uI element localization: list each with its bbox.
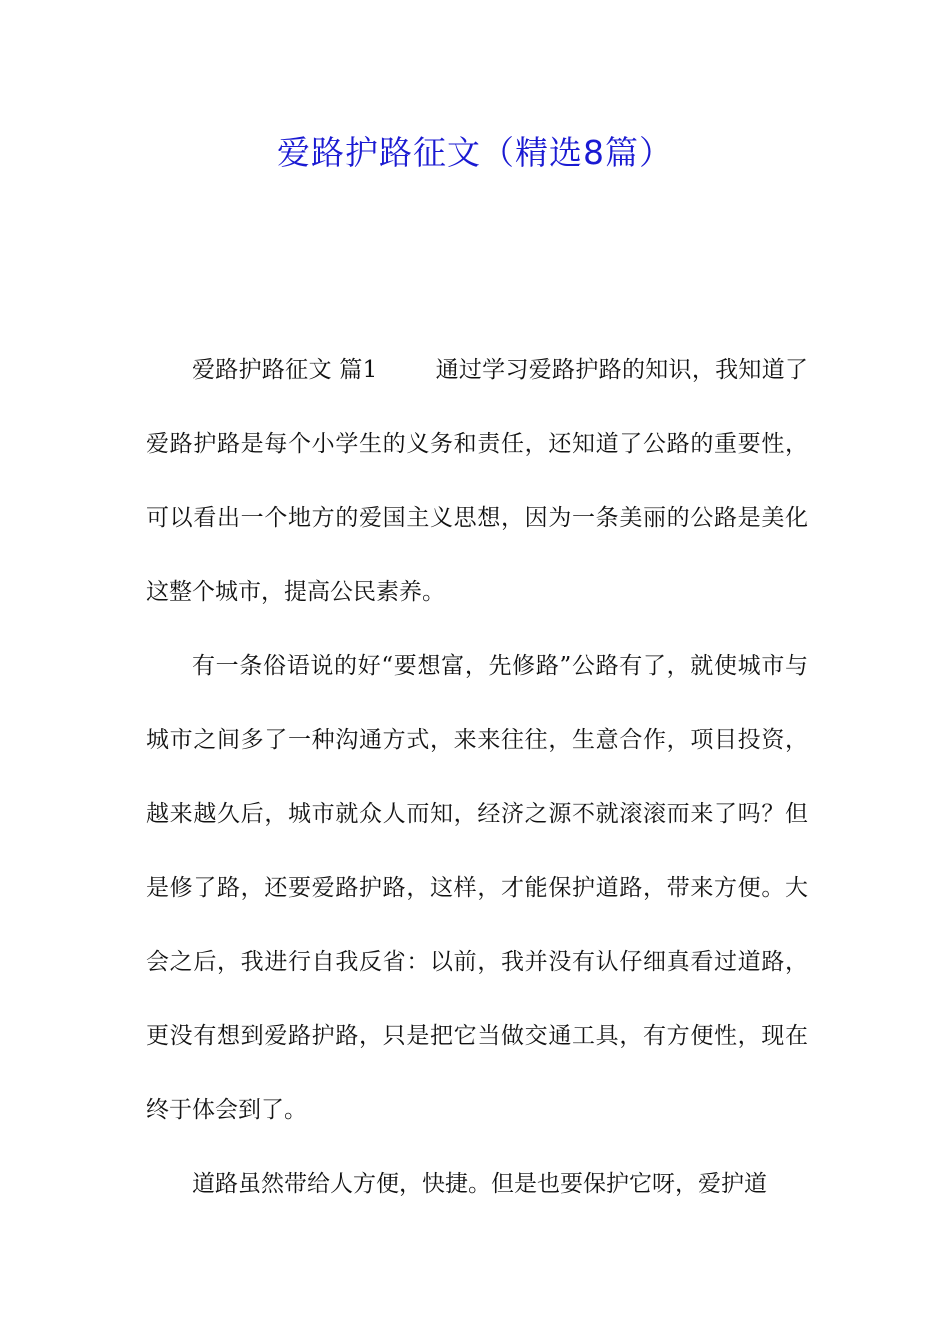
document-body: [146, 333, 808, 1221]
paragraph-2: 有一条俗语说的好“要想富，先修路”公路有了，就使城市与城市之间多了一种沟通方式，来来往往，生意合作，项目投资，越来越久后，城市就众人而知，经济之源不就滚滚而来了吗？但是修了路，还要爱路护路，这样，才能保护道路，带来方便。大会之后，我进行自我反省：以前，我并没有认仔细真看过道路，更没有想到爱路护路，只是把它当做交通工具，有方便性，现在终于体会到了。: [146, 653, 808, 1123]
paragraph-1: [146, 333, 808, 629]
section-label: 爱路护路征文 篇1: [192, 357, 378, 383]
document-title: 爱路护路征文（精选8篇）: [277, 133, 673, 172]
paragraph-1-text: 通过学习爱路护路的知识，我知道了爱路护路是每个小学生的义务和责任，还知道了公路的重要性，可以看出一个地方的爱国主义思想，因为一条美丽的公路是美化这整个城市，提高公民素养。: [146, 357, 808, 605]
paragraph-3: 道路虽然带给人方便，快捷。但是也要保护它呀，爱护道: [192, 1171, 767, 1197]
